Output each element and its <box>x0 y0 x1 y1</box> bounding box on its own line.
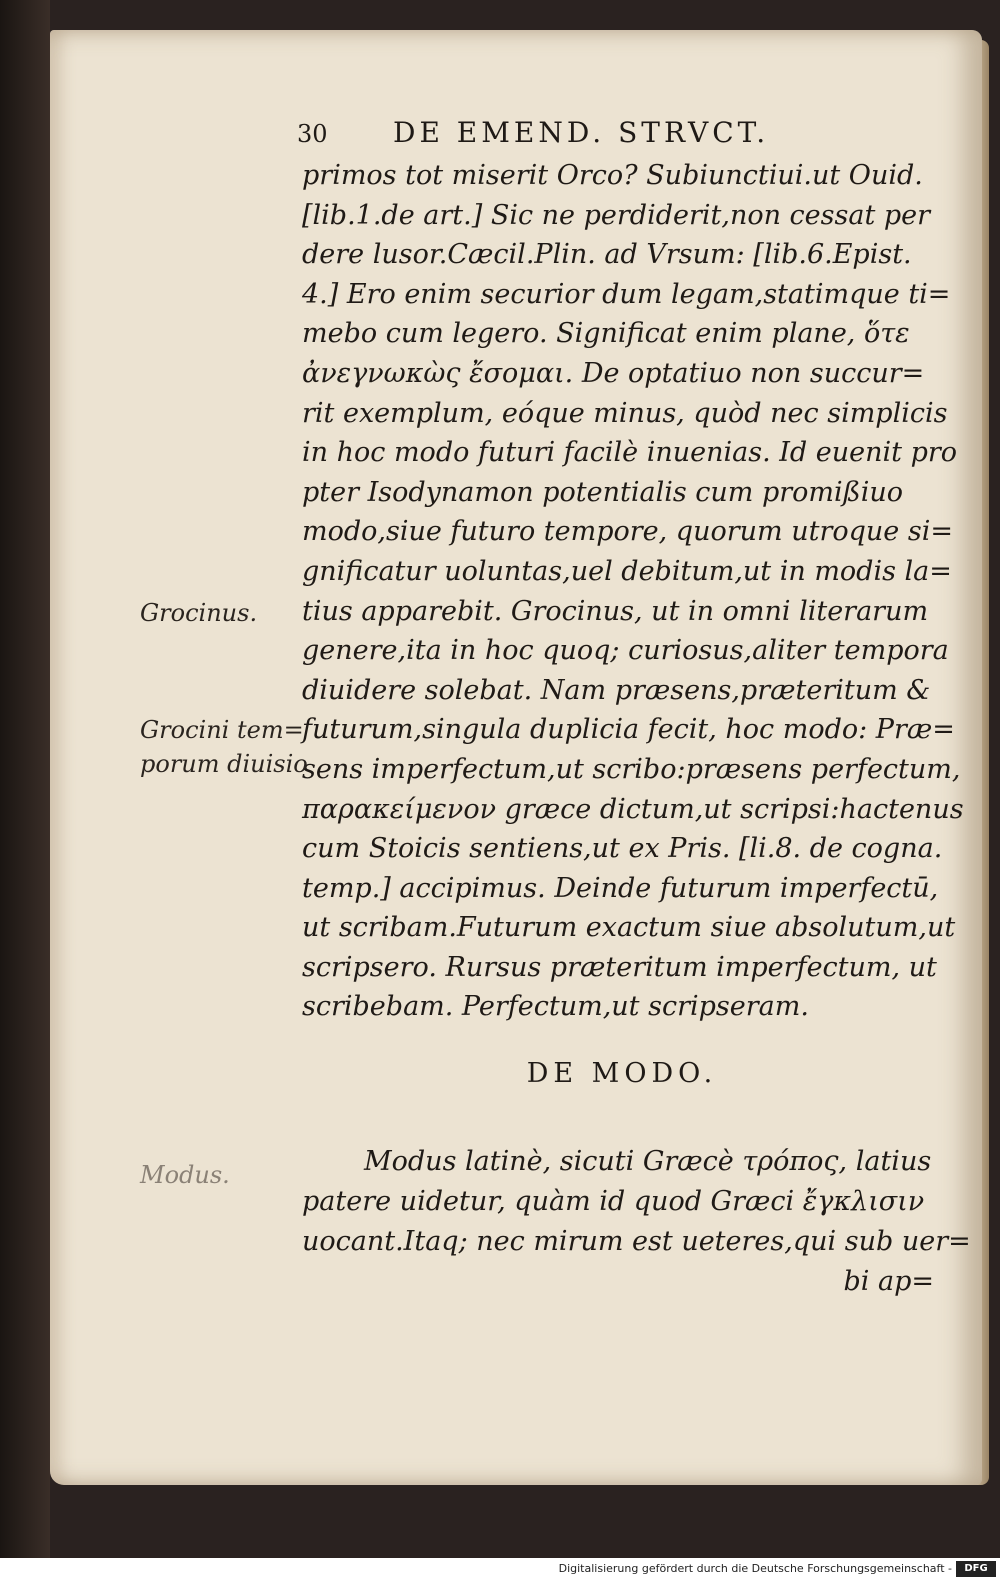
text-line: ut scribam.Futurum exactum siue absolutum,ut <box>302 912 956 944</box>
text-line: 4.] Ero enim securior dum legam,statimque ti= <box>302 278 951 310</box>
section-text-block <box>302 1142 971 1302</box>
catchword: bi ap= <box>843 1266 934 1297</box>
text-line: dere lusor.Cæcil.Plin. ad Vrsum: [lib.6.Epist. <box>302 239 912 271</box>
text-line: temp.] accipimus. Deinde futurum imperfectū, <box>302 872 939 904</box>
text-line: rit exemplum, eóque minus, quòd nec simplicis <box>302 397 948 429</box>
text-line: tius apparebit. Grocinus, ut in omni literarum <box>302 595 929 627</box>
page-number: 30 <box>297 120 328 148</box>
book-spine <box>0 0 50 1558</box>
text-line: patere uidetur, quàm id quod Græci ἔγκλισιν <box>302 1186 925 1217</box>
footer-bar <box>0 1558 1000 1582</box>
text-line: diuidere solebat. Nam præsens,præteritum & <box>302 674 931 706</box>
section-heading: DE MODO. <box>526 1058 718 1089</box>
text-line: futurum,singula duplicia fecit, hoc modo: Præ= <box>302 714 955 746</box>
text-line: Modus latinè, sicuti Græcè τρόπος, latius <box>364 1146 932 1177</box>
margin-note-modus: Modus. <box>140 1161 230 1189</box>
funding-credit: Digitalisierung gefördert durch die Deutsche Forschungsgemeinschaft - <box>558 1562 952 1575</box>
text-line: scribebam. Perfectum,ut scripseram. <box>302 991 809 1023</box>
text-line: ἀνεγνωκὼς ἔσομαι. De optatiuo non succur= <box>302 357 925 389</box>
text-line: mebo cum legero. Significat enim plane, ὅτε <box>302 318 910 350</box>
text-line: genere,ita in hoc quoq; curiosus,aliter tempora <box>302 635 949 667</box>
text-line: in hoc modo futuri facilè inuenias. Id euenit pro <box>302 437 958 469</box>
text-line: παρακείμενον græce dictum,ut scripsi:hactenus <box>302 793 964 825</box>
dfg-logo: DFG <box>956 1561 996 1577</box>
running-header <box>297 116 857 149</box>
margin-note-divisio <box>140 713 308 781</box>
text-line: modo,siue futuro tempore, quorum utroque si= <box>302 516 953 548</box>
main-text-block <box>302 156 964 1027</box>
text-line: gnificatur uoluntas,uel debitum,ut in modis la= <box>302 555 952 587</box>
margin-note-line: porum diuisio <box>140 750 308 778</box>
margin-note-grocinus: Grocinus. <box>140 599 258 627</box>
text-line: primos tot miserit Orco? Subiunctiui.ut Ouid. <box>302 160 923 191</box>
text-line: scripsero. Rursus præteritum imperfectum, ut <box>302 951 937 983</box>
running-title: DE EMEND. STRVCT. <box>393 116 770 149</box>
text-line: uocant.Itaq; nec mirum est ueteres,qui sub uer= <box>302 1226 971 1257</box>
margin-note-line: Grocini tem= <box>140 716 304 744</box>
text-line: cum Stoicis sentiens,ut ex Pris. [li.8. de cogna. <box>302 833 943 865</box>
text-line: sens imperfectum,ut scribo:præsens perfectum, <box>302 753 961 785</box>
text-line: [lib.1.de art.] Sic ne perdiderit,non cessat per <box>302 199 931 231</box>
text-line: pter Isodynamon potentialis cum promißiuo <box>302 476 903 508</box>
